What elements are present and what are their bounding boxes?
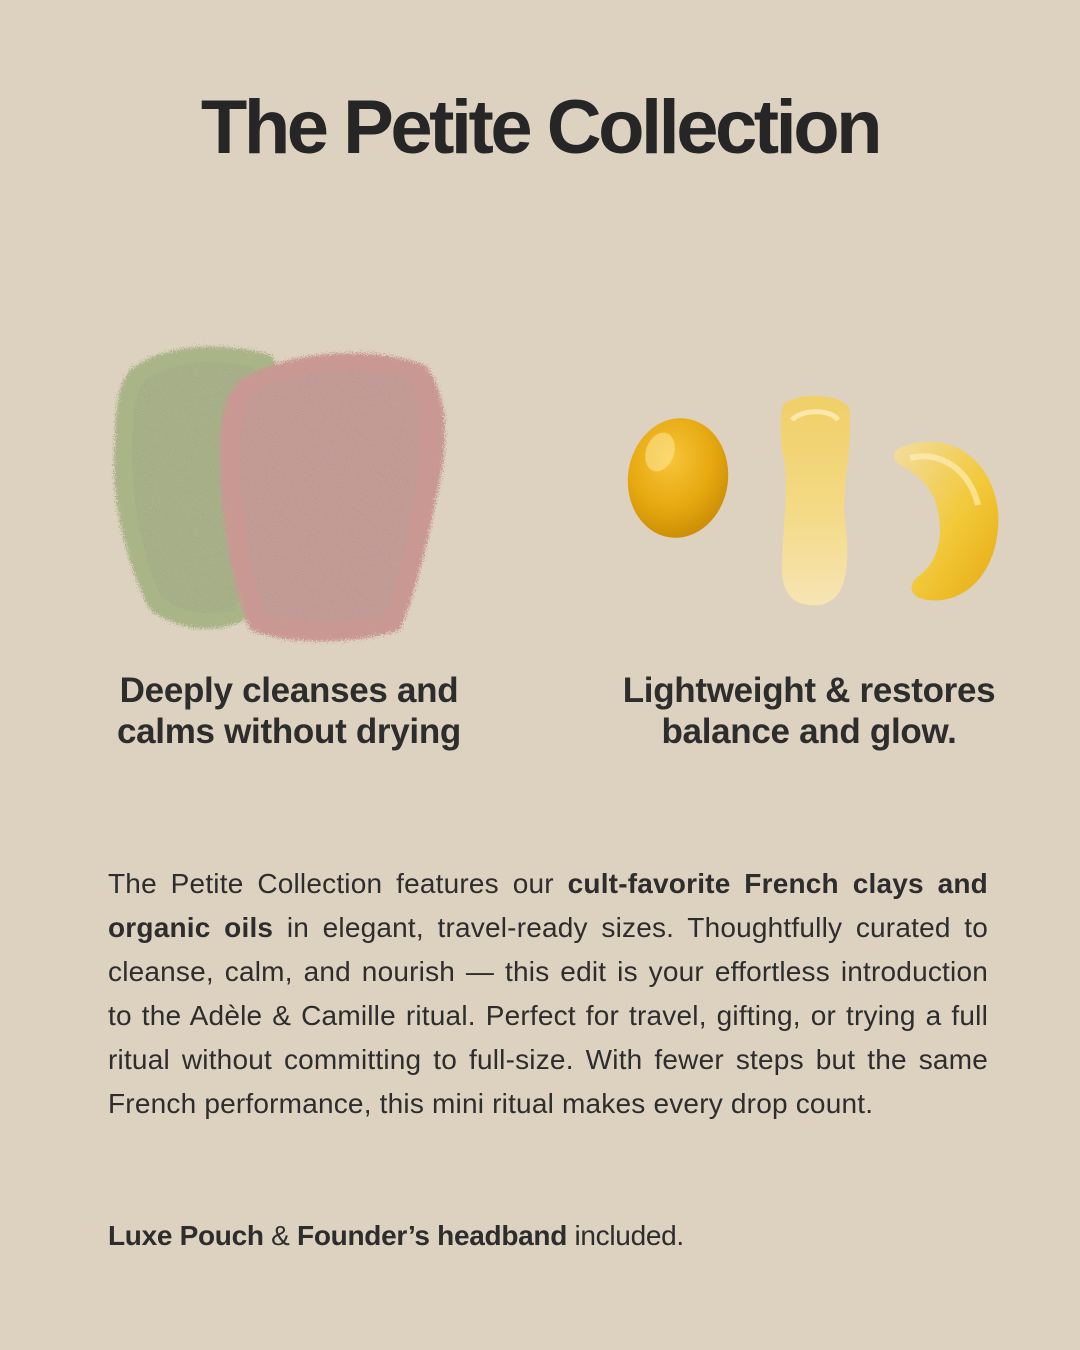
- oil-caption-line2: balance and glow.: [661, 712, 957, 751]
- oil-crescent: [894, 442, 998, 601]
- serum-bar: [781, 396, 851, 605]
- clay-caption-line2: calms without drying: [116, 712, 462, 751]
- clay-caption-line1: Deeply cleanses and: [119, 671, 459, 710]
- description-highlight: cult-favorite French clays and organic oils: [108, 868, 988, 943]
- description-text-1: The Petite Collection features our: [108, 868, 568, 899]
- included-items-note: [108, 1214, 988, 1258]
- included-text: included.: [567, 1220, 684, 1251]
- headband-label: Founder’s headband: [297, 1220, 567, 1251]
- pink-clay-swatch: [220, 353, 445, 641]
- amber-oil-drop: [620, 412, 736, 545]
- page-title: The Petite Collection: [200, 85, 880, 170]
- ampersand: &: [263, 1220, 298, 1251]
- oil-caption: [599, 670, 1019, 752]
- collection-description: [108, 862, 988, 1126]
- clay-swatches-image: [70, 310, 490, 660]
- clay-caption: [79, 670, 499, 752]
- oil-caption-line1: Lightweight & restores: [622, 671, 996, 710]
- oil-drops-image: [610, 380, 1020, 620]
- description-text-2: in elegant, travel-ready sizes. Thoughtfully curated to cleanse, calm, and nourish — this edit is your effortless introduction to the Adèle & Camille ritual. Perfect for travel, gifting, or trying a full ritual without committing to full-size. With fewer steps but the same French performance, this mini ritual makes every drop count.: [108, 912, 988, 1119]
- luxe-pouch-label: Luxe Pouch: [108, 1220, 264, 1251]
